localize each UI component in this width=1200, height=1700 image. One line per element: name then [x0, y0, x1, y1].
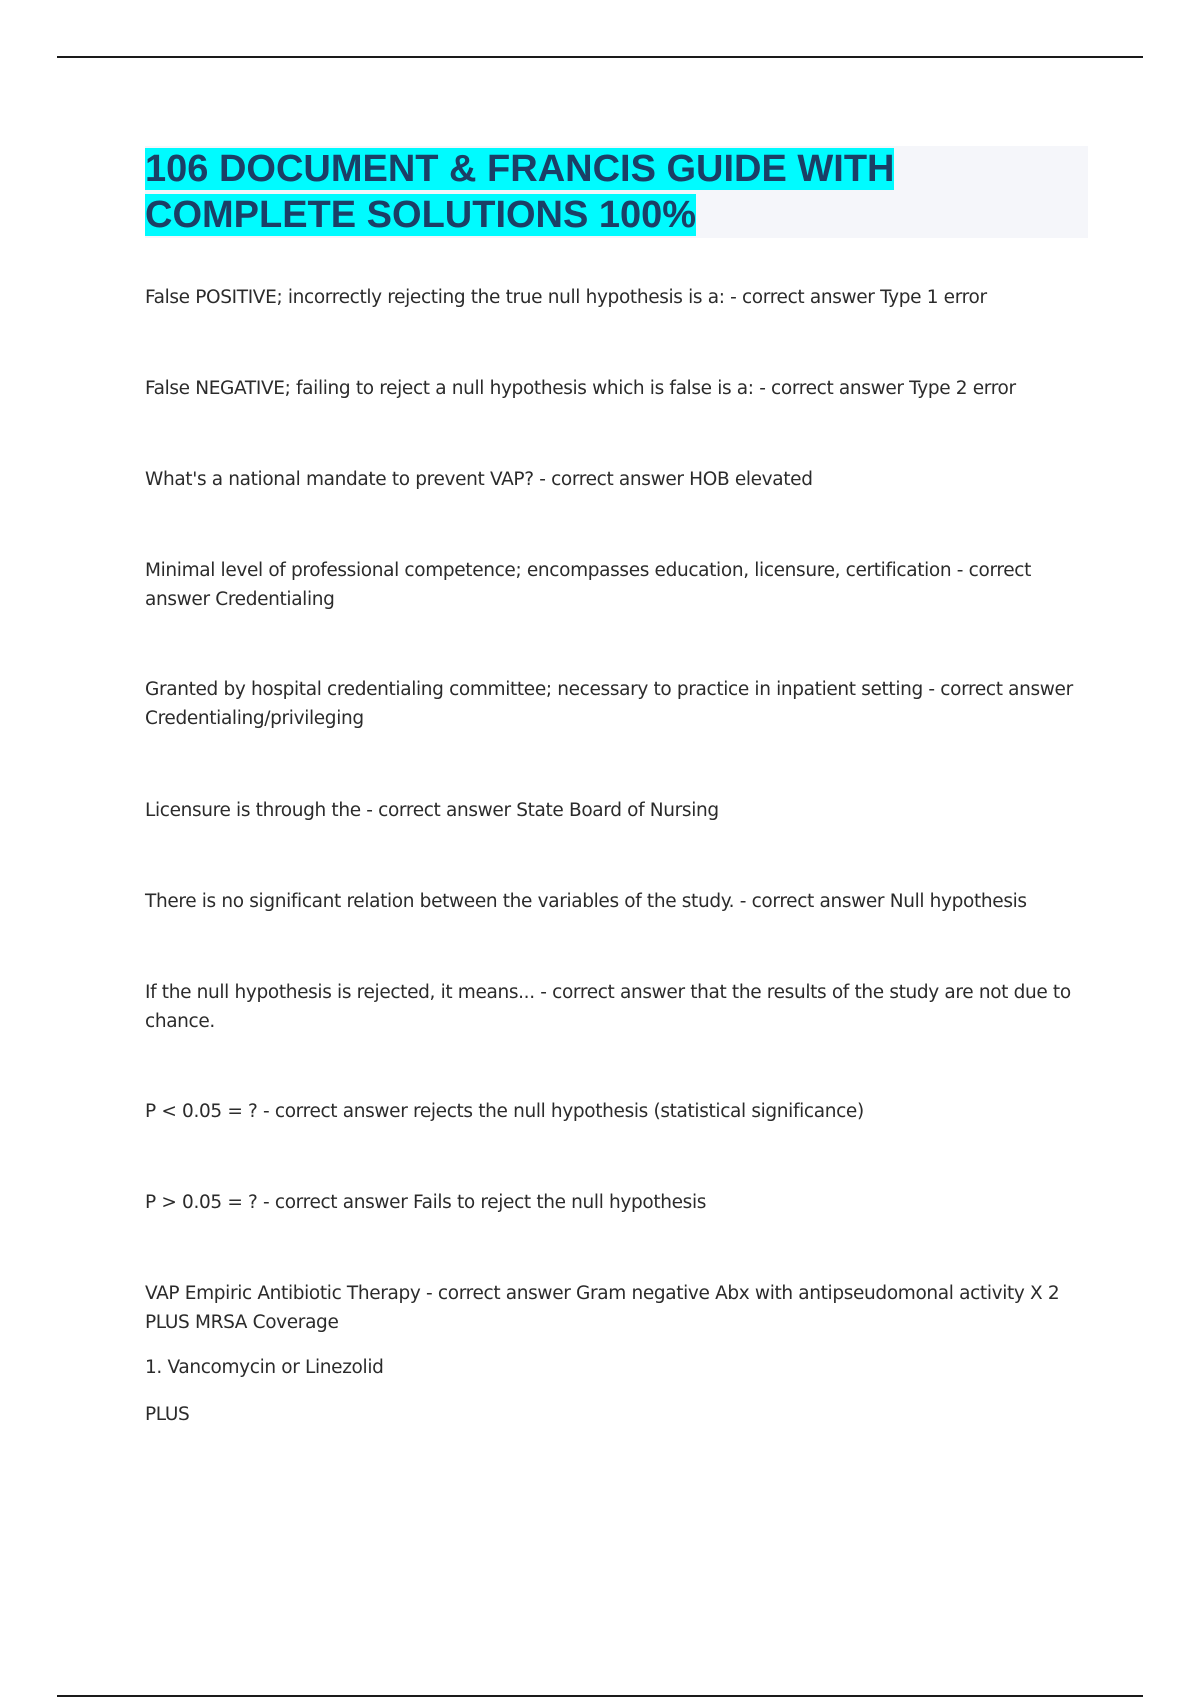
qa-item-5: Granted by hospital credentialing committee; necessary to practice in inpatient setting - correct answer Credentialing/privileging	[145, 679, 1073, 729]
top-rule	[57, 56, 1143, 58]
bottom-rule	[57, 1695, 1143, 1697]
qa-item-11: VAP Empiric Antibiotic Therapy - correct answer Gram negative Abx with antipseudomonal activity X 2 PLUS MRSA Coverage	[145, 1283, 1060, 1333]
qa-item-8: If the null hypothesis is rejected, it means... - correct answer that the results of the study are not due to chance.	[145, 982, 1071, 1032]
qa-item-12: 1. Vancomycin or Linezolid	[145, 1357, 384, 1378]
qa-item-13: PLUS	[145, 1404, 190, 1425]
qa-item-2: False NEGATIVE; failing to reject a null hypothesis which is false is a: - correct answer Type 2 error	[145, 378, 1016, 399]
qa-item-1: False POSITIVE; incorrectly rejecting the true null hypothesis is a: - correct answer Type 1 error	[145, 287, 987, 308]
document-title	[145, 146, 1088, 238]
qa-item-9: P < 0.05 = ? - correct answer rejects the null hypothesis (statistical significance)	[145, 1101, 864, 1122]
qa-item-7: There is no significant relation between the variables of the study. - correct answer Null hypothesis	[145, 891, 1027, 912]
qa-item-10: P > 0.05 = ? - correct answer Fails to reject the null hypothesis	[145, 1192, 707, 1213]
qa-item-4: Minimal level of professional competence; encompasses education, licensure, certification - correct answer Credentialing	[145, 560, 1031, 610]
title-block	[145, 146, 1088, 238]
qa-item-3: What's a national mandate to prevent VAP? - correct answer HOB elevated	[145, 469, 813, 490]
title-line-1: 106 DOCUMENT & FRANCIS GUIDE WITH	[145, 148, 895, 190]
qa-item-6: Licensure is through the - correct answer State Board of Nursing	[145, 800, 719, 821]
title-line-2: COMPLETE SOLUTIONS 100%	[145, 194, 697, 236]
